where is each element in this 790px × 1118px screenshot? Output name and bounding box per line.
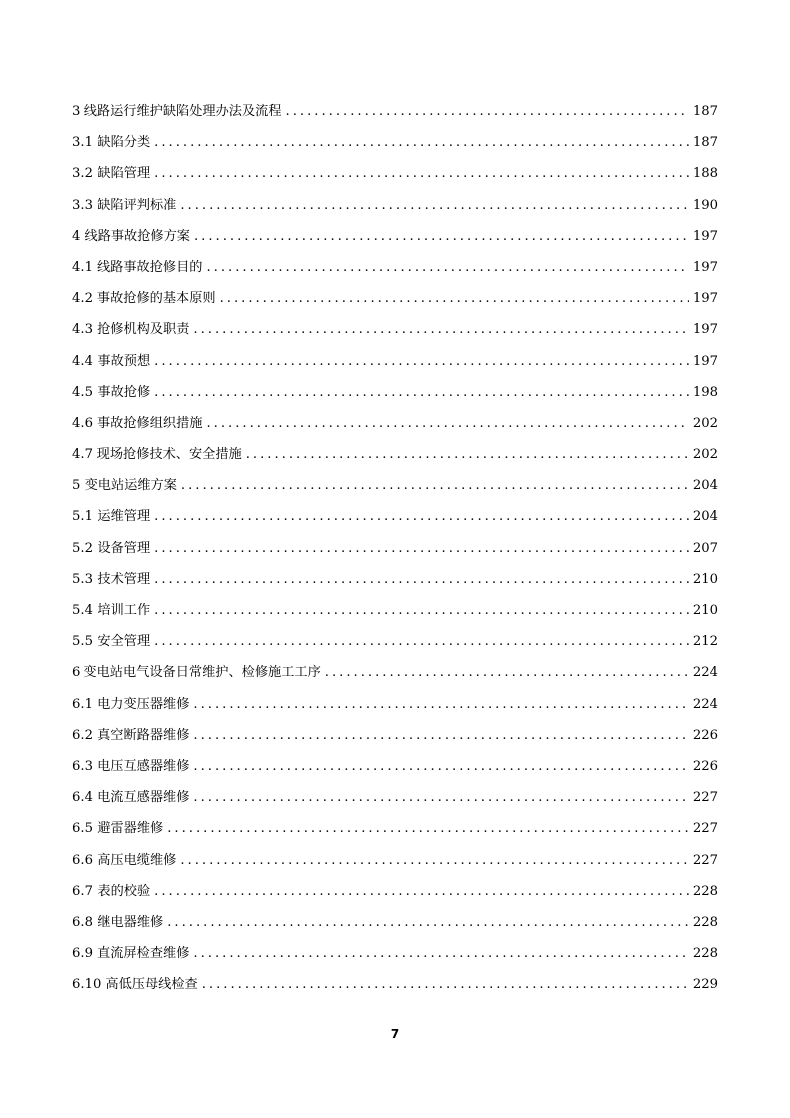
toc-entry[interactable] xyxy=(72,941,718,972)
toc-entry-page: 227 xyxy=(692,821,718,837)
toc-entry-number: 3.1 xyxy=(72,135,93,151)
toc-entry-number: 4.1 xyxy=(72,259,93,275)
toc-entry[interactable] xyxy=(72,349,718,380)
toc-leader-dots xyxy=(246,442,689,468)
toc-entry-title: 高压电缆维修 xyxy=(97,852,177,868)
toc-entry-number: 6.7 xyxy=(72,883,93,899)
toc-entry[interactable] xyxy=(72,286,718,317)
toc-leader-dots xyxy=(154,536,689,562)
toc-entry-page: 226 xyxy=(692,727,718,743)
toc-leader-dots xyxy=(325,660,689,686)
toc-entry-page: 197 xyxy=(692,322,718,338)
table-of-contents xyxy=(72,99,718,1003)
toc-entry-title: 抢修机构及职责 xyxy=(97,322,190,338)
toc-leader-dots xyxy=(154,629,689,655)
toc-entry-title: 电力变压器维修 xyxy=(97,696,190,712)
toc-entry-page: 190 xyxy=(692,197,718,213)
toc-entry-number: 5.2 xyxy=(72,540,93,556)
toc-entry[interactable] xyxy=(72,785,718,816)
toc-entry[interactable] xyxy=(72,816,718,847)
toc-entry[interactable] xyxy=(72,567,718,598)
toc-entry-title: 事故抢修的基本原则 xyxy=(96,291,216,307)
toc-entry[interactable] xyxy=(72,536,718,567)
toc-entry-page: 198 xyxy=(692,384,718,400)
toc-entry[interactable] xyxy=(72,130,718,161)
toc-entry-title: 变电站运维方案 xyxy=(84,478,177,494)
toc-entry-page: 197 xyxy=(692,291,718,307)
toc-entry-number: 6.2 xyxy=(72,727,93,743)
toc-entry[interactable] xyxy=(72,473,718,504)
toc-entry[interactable] xyxy=(72,317,718,348)
toc-entry-page: 228 xyxy=(692,914,718,930)
toc-entry-number: 4 xyxy=(72,228,81,244)
toc-entry-title: 缺陷管理 xyxy=(97,166,151,182)
toc-entry-page: 228 xyxy=(692,946,718,962)
toc-entry-title: 安全管理 xyxy=(97,634,151,650)
toc-entry-number: 6.4 xyxy=(72,790,93,806)
toc-entry-title: 线路运行维护缺陷处理办法及流程 xyxy=(83,104,282,119)
toc-entry-page: 224 xyxy=(692,696,718,712)
toc-entry[interactable] xyxy=(72,629,718,660)
toc-entry-page: 227 xyxy=(692,790,718,806)
toc-entry-number: 5.4 xyxy=(72,603,93,618)
toc-entry[interactable] xyxy=(72,99,718,130)
toc-entry[interactable] xyxy=(72,442,718,473)
toc-entry-page: 188 xyxy=(692,166,718,182)
toc-entry-title: 技术管理 xyxy=(97,571,151,587)
toc-entry-title: 变电站电气设备日常维护、检修施工工序 xyxy=(83,665,321,681)
toc-leader-dots xyxy=(167,816,689,842)
toc-entry-number: 5.5 xyxy=(72,634,93,650)
toc-leader-dots xyxy=(181,473,689,499)
toc-entry-page: 197 xyxy=(692,353,718,369)
toc-entry-number: 5.1 xyxy=(72,509,93,525)
toc-leader-dots xyxy=(207,255,689,281)
toc-entry[interactable] xyxy=(72,255,718,286)
toc-entry[interactable] xyxy=(72,598,718,629)
toc-leader-dots xyxy=(286,99,689,125)
toc-entry-number: 6.9 xyxy=(72,946,93,962)
toc-entry-number: 4.6 xyxy=(72,415,93,431)
toc-entry[interactable] xyxy=(72,879,718,910)
toc-entry-title: 表的校验 xyxy=(97,883,151,899)
toc-entry-title: 缺陷评判标准 xyxy=(97,197,177,213)
toc-entry-number: 6.6 xyxy=(72,852,93,868)
toc-entry-title: 电压互感器维修 xyxy=(97,758,190,774)
toc-leader-dots xyxy=(154,567,689,593)
toc-entry-title: 真空断路器维修 xyxy=(97,727,190,743)
toc-entry[interactable] xyxy=(72,972,718,1003)
toc-leader-dots xyxy=(154,161,689,187)
toc-leader-dots xyxy=(154,598,689,624)
toc-entry-title: 运维管理 xyxy=(97,509,151,525)
toc-entry-page: 228 xyxy=(692,883,718,899)
toc-entry-title: 事故抢修组织措施 xyxy=(97,415,203,431)
toc-leader-dots xyxy=(154,504,689,530)
toc-leader-dots xyxy=(193,723,688,749)
toc-entry-title: 缺陷分类 xyxy=(97,135,151,151)
toc-entry-number: 4.5 xyxy=(72,384,93,400)
toc-leader-dots xyxy=(193,317,688,343)
toc-entry-title: 避雷器维修 xyxy=(97,821,164,837)
toc-entry-number: 6 xyxy=(72,665,81,681)
toc-entry-title: 线路事故抢修目的 xyxy=(97,259,203,275)
toc-entry-page: 187 xyxy=(692,104,718,119)
toc-entry[interactable] xyxy=(72,910,718,941)
toc-entry-number: 6.8 xyxy=(72,914,93,930)
page-number: 7 xyxy=(390,1027,400,1041)
toc-entry-number: 4.7 xyxy=(72,447,93,463)
toc-leader-dots xyxy=(207,411,689,437)
toc-entry-page: 202 xyxy=(692,415,718,431)
toc-leader-dots xyxy=(167,910,689,936)
toc-entry-title: 线路事故抢修方案 xyxy=(84,228,190,244)
toc-entry[interactable] xyxy=(72,848,718,879)
toc-entry-page: 197 xyxy=(692,228,718,244)
toc-entry-page: 226 xyxy=(692,758,718,774)
toc-entry[interactable] xyxy=(72,660,718,691)
toc-entry[interactable] xyxy=(72,193,718,224)
toc-entry-title: 现场抢修技术、安全措施 xyxy=(96,447,242,463)
toc-entry[interactable] xyxy=(72,224,718,255)
toc-entry-title: 电流互感器维修 xyxy=(97,790,190,806)
toc-entry[interactable] xyxy=(72,504,718,535)
toc-entry[interactable] xyxy=(72,692,718,723)
toc-leader-dots xyxy=(154,349,689,375)
toc-entry[interactable] xyxy=(72,411,718,442)
toc-entry-title: 直流屏检查维修 xyxy=(97,946,190,962)
toc-entry-number: 4.3 xyxy=(72,322,93,338)
toc-leader-dots xyxy=(193,785,688,811)
toc-entry-page: 204 xyxy=(692,509,718,525)
toc-entry-number: 4.4 xyxy=(72,353,93,369)
toc-entry-number: 6.3 xyxy=(72,758,93,774)
toc-leader-dots xyxy=(193,692,688,718)
toc-entry-number: 4.2 xyxy=(72,291,93,307)
toc-entry-page: 187 xyxy=(692,135,718,151)
toc-entry-title: 设备管理 xyxy=(97,540,151,556)
toc-entry[interactable] xyxy=(72,754,718,785)
toc-entry-title: 事故抢修 xyxy=(97,384,151,400)
toc-entry-page: 207 xyxy=(692,540,718,556)
toc-entry-page: 229 xyxy=(692,977,718,993)
toc-entry-number: 5.3 xyxy=(72,571,93,587)
toc-entry-number: 6.5 xyxy=(72,821,93,837)
toc-leader-dots xyxy=(180,848,689,874)
toc-entry-page: 212 xyxy=(692,634,718,650)
toc-entry[interactable] xyxy=(72,380,718,411)
toc-entry-number: 5 xyxy=(72,478,81,494)
toc-leader-dots xyxy=(193,754,688,780)
toc-entry-title: 继电器维修 xyxy=(97,914,164,930)
toc-entry-page: 204 xyxy=(692,478,718,494)
toc-entry-number: 3.3 xyxy=(72,197,93,213)
toc-entry-title: 事故预想 xyxy=(97,353,151,369)
toc-entry-page: 197 xyxy=(692,259,718,275)
toc-leader-dots xyxy=(154,879,689,905)
toc-leader-dots xyxy=(154,380,689,406)
toc-entry-page: 210 xyxy=(692,571,718,587)
toc-entry-number: 3.2 xyxy=(72,166,93,182)
toc-entry-title: 高低压母线检查 xyxy=(105,977,198,993)
toc-entry-page: 202 xyxy=(692,447,718,463)
toc-entry-number: 6.1 xyxy=(72,696,93,712)
toc-leader-dots xyxy=(154,130,689,156)
toc-entry[interactable] xyxy=(72,161,718,192)
toc-entry-title: 培训工作 xyxy=(97,603,151,618)
toc-leader-dots xyxy=(220,286,689,312)
toc-entry-page: 224 xyxy=(692,665,718,681)
toc-leader-dots xyxy=(193,941,688,967)
toc-entry-page: 227 xyxy=(692,852,718,868)
toc-leader-dots xyxy=(194,224,689,250)
toc-leader-dots xyxy=(202,972,689,998)
toc-entry[interactable] xyxy=(72,723,718,754)
toc-entry-number: 6.10 xyxy=(72,977,102,993)
toc-entry-number: 3 xyxy=(72,104,81,119)
toc-entry-page: 210 xyxy=(692,603,718,618)
toc-leader-dots xyxy=(180,193,689,219)
